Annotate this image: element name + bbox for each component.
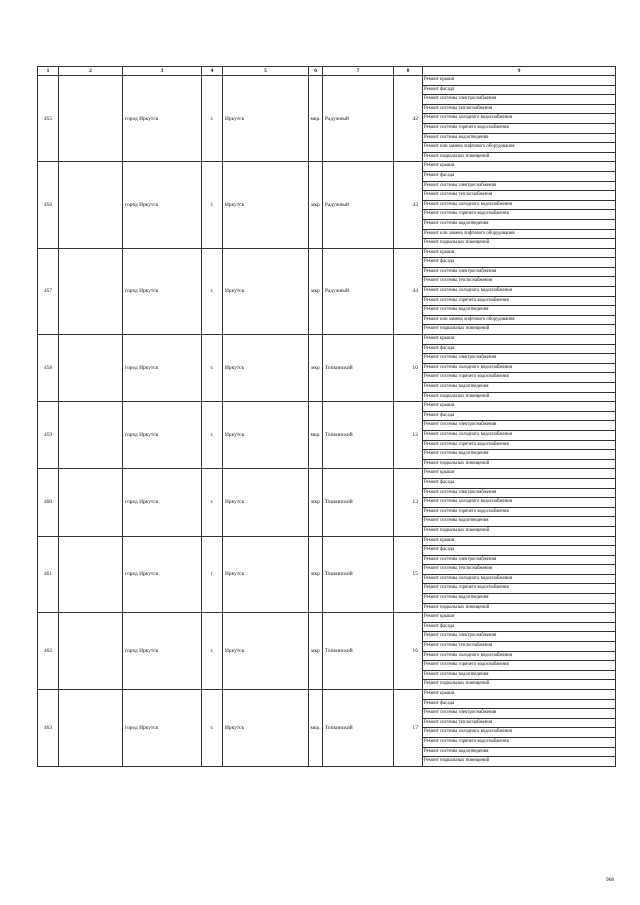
- work-item: Ремонт системы электроснабжения: [423, 354, 615, 364]
- row-number-cell: 460: [38, 469, 59, 536]
- work-item: Ремонт системы теплоснабжения: [423, 277, 615, 287]
- row-number-cell: 463: [38, 690, 59, 767]
- work-item: Ремонт системы холодного водоснабжения: [423, 728, 615, 738]
- column-header: 7: [323, 67, 394, 76]
- municipality-cell: город Иркутск: [123, 536, 202, 613]
- work-item: Ремонт системы холодного водоснабжения: [423, 287, 615, 297]
- work-item: Ремонт подвальных помещений: [424, 604, 490, 610]
- work-item: Ремонт системы горячего водоснабжения: [423, 441, 615, 451]
- municipality-cell: город Иркутск: [123, 335, 202, 402]
- work-item: Ремонт системы электроснабжения: [423, 632, 615, 642]
- work-item: Ремонт системы теплоснабжения: [423, 565, 615, 575]
- page-number: 968: [606, 877, 615, 883]
- area-type-cell: мкр.: [309, 76, 323, 162]
- work-item: Ремонт системы холодного водоснабжения: [423, 364, 615, 374]
- repair-schedule-table: [37, 66, 616, 767]
- area-name-cell: Топкинский: [323, 690, 394, 767]
- work-item: Ремонт системы горячего водоснабжения: [423, 124, 615, 134]
- column-header: 1: [38, 67, 59, 76]
- table-row: [38, 613, 616, 690]
- column-number-header-row: [38, 67, 616, 76]
- works-list-cell: [423, 162, 616, 248]
- work-item: Ремонт крыши: [423, 402, 615, 412]
- works-list-cell: [423, 248, 616, 334]
- work-item: Ремонт подвальных помещений: [424, 153, 490, 159]
- column-header: 6: [309, 67, 323, 76]
- municipality-cell: город Иркутск: [123, 402, 202, 469]
- settlement-name-cell: Иркутск: [223, 335, 309, 402]
- row-number-cell: 456: [38, 162, 59, 248]
- settlement-type-cell: г.: [202, 469, 223, 536]
- work-item: Ремонт или замена лифтового оборудования: [423, 143, 615, 153]
- table-row: [38, 76, 616, 162]
- work-item: Ремонт системы теплоснабжения: [423, 719, 615, 729]
- house-number-cell: 12: [394, 402, 423, 469]
- work-item: Ремонт системы холодного водоснабжения: [423, 652, 615, 662]
- house-number-cell: 16: [394, 613, 423, 690]
- work-item: Ремонт системы электроснабжения: [423, 709, 615, 719]
- work-item: Ремонт системы водоотведения: [423, 134, 615, 144]
- works-list-cell: [423, 335, 616, 402]
- house-number-cell: 17: [394, 690, 423, 767]
- table-row: [38, 469, 616, 536]
- work-item: Ремонт системы холодного водоснабжения: [423, 575, 615, 585]
- table-row: [38, 248, 616, 334]
- municipality-cell: город Иркутск: [123, 690, 202, 767]
- works-list-cell: [423, 402, 616, 469]
- area-type-cell: мкр.: [309, 402, 323, 469]
- work-item: Ремонт системы электроснабжения: [423, 268, 615, 278]
- work-item: Ремонт системы электроснабжения: [423, 182, 615, 192]
- work-item: Ремонт системы горячего водоснабжения: [423, 297, 615, 307]
- house-number-cell: 15: [394, 536, 423, 613]
- work-item: Ремонт фасада: [423, 345, 615, 355]
- column-header: 9: [423, 67, 616, 76]
- settlement-name-cell: Иркутск: [223, 402, 309, 469]
- row-number-cell: 462: [38, 613, 59, 690]
- empty-cell: [59, 469, 123, 536]
- work-item: Ремонт крыши: [423, 162, 615, 172]
- area-name-cell: Топкинский: [323, 469, 394, 536]
- work-item: Ремонт системы горячего водоснабжения: [423, 738, 615, 748]
- work-item: Ремонт крыши: [423, 469, 615, 479]
- house-number-cell: 42: [394, 76, 423, 162]
- work-item: Ремонт крыши: [423, 537, 615, 547]
- column-header: 2: [59, 67, 123, 76]
- area-name-cell: Радужный: [323, 248, 394, 334]
- empty-cell: [59, 76, 123, 162]
- area-name-cell: Топкинский: [323, 536, 394, 613]
- empty-cell: [59, 402, 123, 469]
- work-item: Ремонт системы горячего водоснабжения: [423, 373, 615, 383]
- work-item: Ремонт фасада: [423, 700, 615, 710]
- area-type-cell: мкр: [309, 536, 323, 613]
- work-item: Ремонт системы водоотведения: [423, 220, 615, 230]
- empty-cell: [59, 162, 123, 248]
- work-item: Ремонт системы холодного водоснабжения: [423, 431, 615, 441]
- row-number-cell: 457: [38, 248, 59, 334]
- area-type-cell: мкр: [309, 248, 323, 334]
- work-item: Ремонт системы холодного водоснабжения: [423, 201, 615, 211]
- table-body: [38, 76, 616, 767]
- settlement-name-cell: Иркутск: [223, 469, 309, 536]
- municipality-cell: город Иркутск: [123, 469, 202, 536]
- column-header: 5: [223, 67, 309, 76]
- settlement-type-cell: г.: [202, 402, 223, 469]
- works-list-cell: [423, 536, 616, 613]
- work-item: Ремонт системы теплоснабжения: [423, 105, 615, 115]
- area-type-cell: мкр: [309, 613, 323, 690]
- work-item: Ремонт системы электроснабжения: [423, 95, 615, 105]
- area-type-cell: мкр: [309, 469, 323, 536]
- house-number-cell: 44: [394, 248, 423, 334]
- work-item: Ремонт крыши: [423, 76, 615, 86]
- empty-cell: [59, 248, 123, 334]
- area-name-cell: Топкинский: [323, 402, 394, 469]
- work-item: Ремонт системы холодного водоснабжения: [423, 498, 615, 508]
- work-item: Ремонт подвальных помещений: [424, 393, 490, 399]
- repair-schedule-sheet: [37, 66, 615, 767]
- work-item: Ремонт системы горячего водоснабжения: [423, 508, 615, 518]
- works-list-cell: [423, 469, 616, 536]
- work-item: Ремонт системы электроснабжения: [423, 556, 615, 566]
- settlement-name-cell: Иркутск: [223, 690, 309, 767]
- area-name-cell: Радужный: [323, 76, 394, 162]
- area-type-cell: мкр: [309, 162, 323, 248]
- area-name-cell: Топкинский: [323, 335, 394, 402]
- work-item: Ремонт подвальных помещений: [424, 681, 490, 687]
- work-item: Ремонт подвальных помещений: [424, 758, 490, 764]
- work-item: Ремонт системы горячего водоснабжения: [423, 661, 615, 671]
- work-item: Ремонт системы теплоснабжения: [423, 642, 615, 652]
- house-number-cell: 10: [394, 335, 423, 402]
- empty-cell: [59, 335, 123, 402]
- work-item: Ремонт системы водоотведения: [423, 594, 615, 604]
- work-item: Ремонт фасада: [423, 172, 615, 182]
- row-number-cell: 458: [38, 335, 59, 402]
- work-item: Ремонт крыши: [423, 335, 615, 345]
- area-type-cell: мкр: [309, 335, 323, 402]
- settlement-type-cell: г.: [202, 162, 223, 248]
- work-item: Ремонт подвальных помещений: [424, 460, 490, 466]
- works-list-cell: [423, 690, 616, 767]
- area-type-cell: мкр.: [309, 690, 323, 767]
- work-item: Ремонт крыши: [423, 613, 615, 623]
- municipality-cell: город Иркутск: [123, 613, 202, 690]
- work-item: Ремонт фасада: [423, 546, 615, 556]
- work-item: Ремонт системы холодного водоснабжения: [423, 114, 615, 124]
- work-item: Ремонт системы теплоснабжения: [423, 191, 615, 201]
- work-item: Ремонт или замена лифтового оборудования: [423, 316, 615, 326]
- area-name-cell: Топкинский: [323, 613, 394, 690]
- settlement-type-cell: г.: [202, 335, 223, 402]
- work-item: Ремонт системы водоотведения: [423, 517, 615, 527]
- work-item: Ремонт подвальных помещений: [424, 240, 490, 246]
- settlement-name-cell: Иркутск: [223, 162, 309, 248]
- municipality-cell: город Иркутск: [123, 162, 202, 248]
- work-item: Ремонт системы водоотведения: [423, 383, 615, 393]
- empty-cell: [59, 613, 123, 690]
- work-item: Ремонт крыши: [423, 249, 615, 259]
- empty-cell: [59, 536, 123, 613]
- work-item: Ремонт фасада: [423, 479, 615, 489]
- work-item: Ремонт системы водоотведения: [423, 748, 615, 758]
- work-item: Ремонт системы водоотведения: [423, 306, 615, 316]
- work-item: Ремонт системы водоотведения: [423, 671, 615, 681]
- municipality-cell: город Иркутск: [123, 76, 202, 162]
- works-list-cell: [423, 613, 616, 690]
- settlement-type-cell: г.: [202, 76, 223, 162]
- house-number-cell: 43: [394, 162, 423, 248]
- row-number-cell: 461: [38, 536, 59, 613]
- area-name-cell: Радужный: [323, 162, 394, 248]
- work-item: Ремонт системы горячего водоснабжения: [423, 584, 615, 594]
- settlement-name-cell: Иркутск: [223, 248, 309, 334]
- work-item: Ремонт системы горячего водоснабжения: [423, 210, 615, 220]
- settlement-type-cell: г.: [202, 690, 223, 767]
- table-row: [38, 536, 616, 613]
- work-item: Ремонт подвальных помещений: [424, 527, 490, 533]
- work-item: Ремонт фасада: [423, 412, 615, 422]
- work-item: Ремонт или замена лифтового оборудования: [423, 230, 615, 240]
- work-item: Ремонт системы электроснабжения: [423, 489, 615, 499]
- table-row: [38, 335, 616, 402]
- table-row: [38, 690, 616, 767]
- municipality-cell: город Иркутск: [123, 248, 202, 334]
- settlement-name-cell: Иркутск: [223, 76, 309, 162]
- empty-cell: [59, 690, 123, 767]
- settlement-type-cell: г.: [202, 248, 223, 334]
- settlement-name-cell: Иркутск: [223, 613, 309, 690]
- column-header: 4: [202, 67, 223, 76]
- column-header: 3: [123, 67, 202, 76]
- work-item: Ремонт фасада: [423, 258, 615, 268]
- table-row: [38, 162, 616, 248]
- column-header: 8: [394, 67, 423, 76]
- settlement-type-cell: г.: [202, 613, 223, 690]
- work-item: Ремонт фасада: [423, 86, 615, 96]
- work-item: Ремонт системы водоотведения: [423, 450, 615, 460]
- table-row: [38, 402, 616, 469]
- settlement-name-cell: Иркутск: [223, 536, 309, 613]
- house-number-cell: 13: [394, 469, 423, 536]
- works-list-cell: [423, 76, 616, 162]
- settlement-type-cell: г: [202, 536, 223, 613]
- row-number-cell: 455: [38, 76, 59, 162]
- row-number-cell: 459: [38, 402, 59, 469]
- work-item: Ремонт системы электроснабжения: [423, 421, 615, 431]
- work-item: Ремонт фасада: [423, 623, 615, 633]
- work-item: Ремонт подвальных помещений: [424, 326, 490, 332]
- work-item: Ремонт крыши: [423, 690, 615, 700]
